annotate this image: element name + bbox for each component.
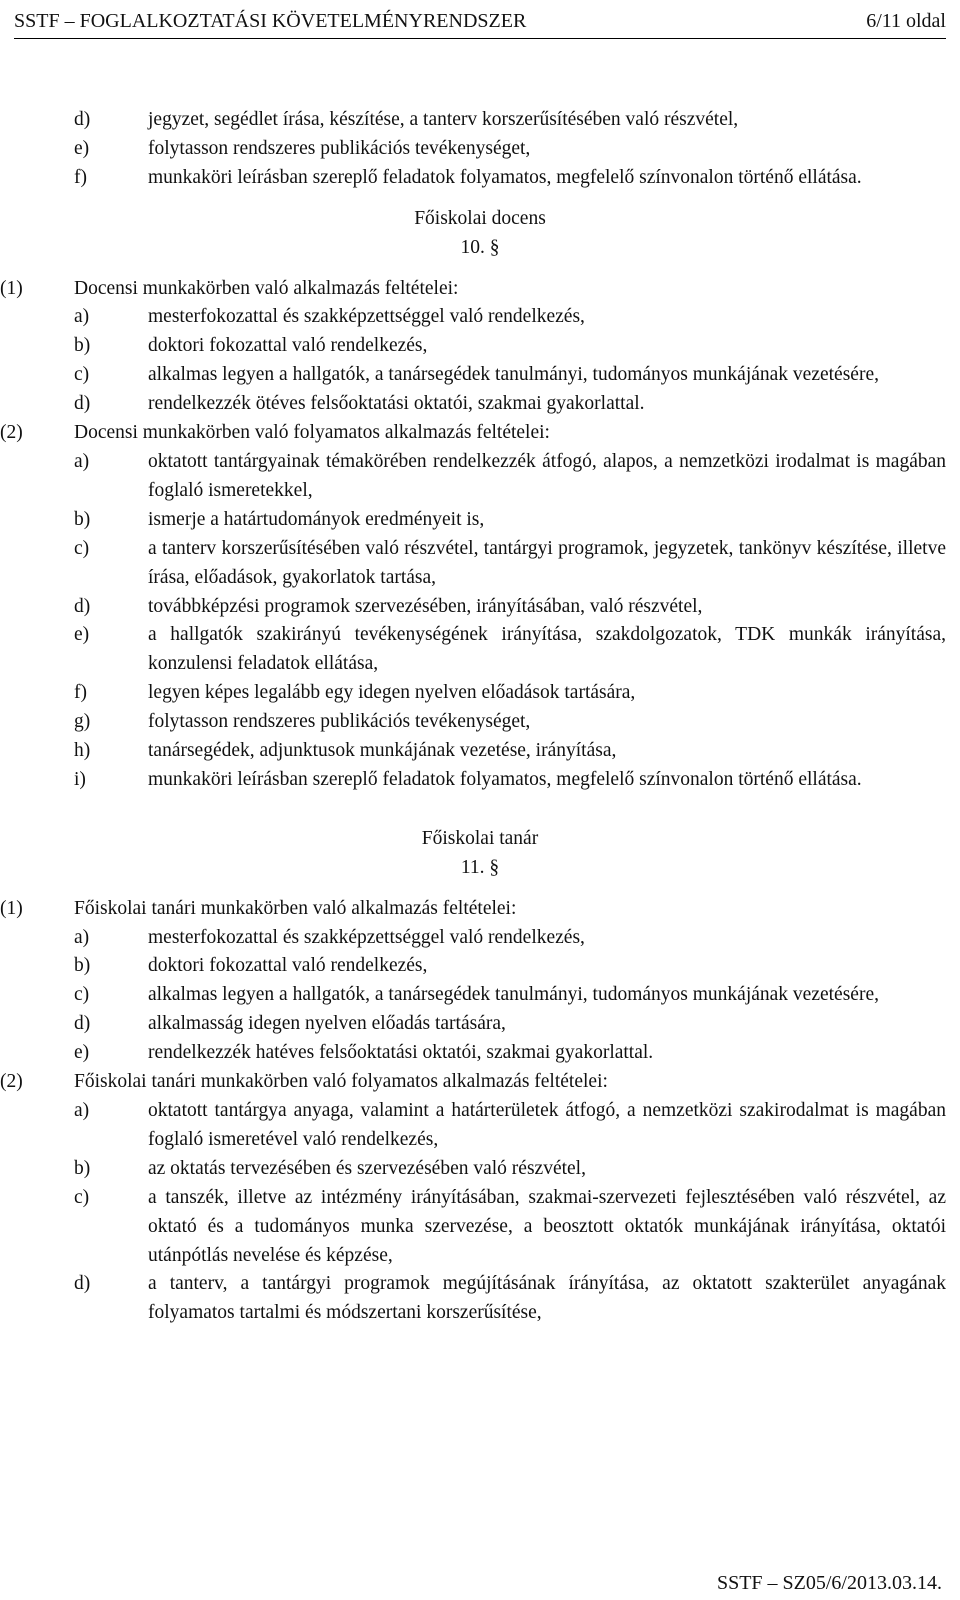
paragraph (0, 419, 960, 448)
item-text: munkaköri leírásban szereplő feladatok folyamatos, megfelelő színvonalon történő ellátása. (148, 166, 862, 188)
paragraph-text: Főiskolai tanári munkakörben való alkalmazás feltételei: (74, 897, 517, 919)
item-label: a) (74, 1100, 90, 1121)
paragraph-label: (1) (0, 277, 23, 299)
item-label: f) (74, 682, 87, 704)
item-label: d) (74, 595, 91, 617)
item-label: a) (74, 926, 90, 948)
section-number: 10. § (460, 236, 500, 258)
item-label: b) (74, 335, 91, 357)
list-item (0, 593, 960, 622)
page-header (14, 4, 946, 39)
section-title: Főiskolai docens (414, 207, 546, 229)
item-text: a hallgatók szakirányú tevékenységének irányítása, szakdolgozatok, TDK munkák irányítása, konzulensi feladatok ellátása, (148, 624, 946, 675)
paragraph (0, 895, 960, 924)
paragraph-label: (1) (0, 897, 23, 919)
item-label: e) (74, 137, 90, 159)
item-text: alkalmas legyen a hallgatók, a tanársegédek tanulmányi, tudományos munkájának vezetésére, (148, 984, 879, 1006)
item-text: a tanterv korszerűsítésében való részvétel, tantárgyi programok, jegyzetek, tankönyv készítése, illetve írása, előadások, gyakorlatok tartása, (148, 537, 946, 588)
list-item (0, 506, 960, 535)
list-item (0, 737, 960, 766)
list-item (0, 1039, 960, 1068)
list-item (0, 1155, 960, 1184)
item-label: c) (74, 537, 90, 559)
item-label: b) (74, 955, 91, 977)
item-text: folytasson rendszeres publikációs tevékenységet, (148, 137, 531, 159)
header-title: SSTF – FOGLALKOZTATÁSI KÖVETELMÉNYRENDSZER (14, 9, 527, 32)
item-label: d) (74, 393, 91, 415)
item-label: c) (74, 1186, 90, 1208)
section-number: 11. § (460, 856, 500, 878)
list-item (0, 332, 960, 361)
item-label: f) (74, 166, 87, 188)
item-label: e) (74, 624, 90, 646)
list-item (0, 1270, 960, 1328)
item-label: i) (74, 768, 86, 790)
list-item (0, 766, 960, 795)
page-number: 6/11 oldal (866, 9, 946, 32)
list-item (0, 535, 960, 593)
item-text: alkalmas legyen a hallgatók, a tanársegédek tanulmányi, tudományos munkájának vezetésére, (148, 364, 879, 386)
item-text: az oktatás tervezésében és szervezésében való részvétel, (148, 1157, 586, 1179)
item-text: továbbképzési programok szervezésében, irányításában, való részvétel, (148, 595, 703, 617)
item-text: a tanterv, a tantárgyi programok megújításának írányítása, az oktatott szakterület anyagának folyamatos tartalmi és módszertani korszerűsítése, (148, 1273, 946, 1324)
paragraph (0, 1068, 960, 1097)
paragraph-text: Docensi munkakörben való folyamatos alkalmazás feltételei: (74, 422, 550, 444)
item-text: oktatott tantárgya anyaga, valamint a határterületek átfogó, a nemzetközi szakirodalmat is magában foglaló ismeretével való rendelkezés, (148, 1100, 946, 1150)
item-text: alkalmasság idegen nyelven előadás tartására, (148, 1013, 506, 1035)
list-item (0, 448, 960, 506)
item-text: legyen képes legalább egy idegen nyelven előadások tartására, (148, 682, 636, 704)
item-label: d) (74, 109, 91, 130)
item-text: doktori fokozattal való rendelkezés, (148, 335, 428, 357)
section-title: Főiskolai tanár (421, 827, 539, 849)
item-label: e) (74, 1042, 90, 1064)
item-label: c) (74, 984, 90, 1006)
item-label: a) (74, 450, 90, 472)
list-item (0, 135, 960, 164)
list-item (0, 303, 960, 332)
item-text: mesterfokozattal és szakképzettséggel való rendelkezés, (148, 926, 585, 948)
list-item (0, 924, 960, 953)
item-label: d) (74, 1013, 91, 1035)
item-label: a) (74, 306, 90, 328)
list-item (0, 952, 960, 981)
item-label: d) (74, 1273, 91, 1295)
list-item (0, 621, 960, 679)
paragraph-label: (2) (0, 1071, 23, 1093)
item-text: rendelkezzék ötéves felsőoktatási oktatói, szakmai gyakorlattal. (148, 393, 645, 415)
document-code-footer: SSTF – SZ05/6/2013.03.14. (716, 1572, 942, 1594)
list-item (0, 106, 960, 135)
item-text: jegyzet, segédlet írása, készítése, a tanterv korszerűsítésében való részvétel, (148, 109, 739, 130)
list-item (0, 1097, 960, 1155)
item-label: c) (74, 364, 90, 386)
item-text: doktori fokozattal való rendelkezés, (148, 955, 428, 977)
list-item (0, 981, 960, 1010)
list-item (0, 1010, 960, 1039)
document-body (0, 106, 960, 1328)
item-text: folytasson rendszeres publikációs tevékenységet, (148, 711, 531, 733)
item-label: b) (74, 508, 91, 530)
item-label: b) (74, 1157, 91, 1179)
paragraph-text: Főiskolai tanári munkakörben való folyamatos alkalmazás feltételei: (74, 1071, 608, 1093)
item-text: oktatott tantárgyainak témakörében rendelkezzék átfogó, alapos, a nemzetközi irodalmat is magában foglaló ismeretekkel, (148, 450, 946, 501)
list-item (0, 708, 960, 737)
item-text: tanársegédek, adjunktusok munkájának vezetése, irányítása, (148, 740, 617, 762)
item-text: rendelkezzék hatéves felsőoktatási oktatói, szakmai gyakorlattal. (148, 1042, 654, 1064)
list-item (0, 361, 960, 390)
item-label: h) (74, 740, 91, 762)
list-item (0, 390, 960, 419)
item-text: ismerje a határtudományok eredményeit is, (148, 508, 485, 530)
item-text: munkaköri leírásban szereplő feladatok folyamatos, megfelelő színvonalon történő ellátása. (148, 768, 862, 790)
item-text: a tanszék, illetve az intézmény irányításában, szakmai-szervezeti fejlesztésében való részvétel, az oktató és a tudományos munka szervezése, a beosztott oktatók munkájának irányítása, oktatói utánpótlás nevelése és képzése, (148, 1186, 946, 1266)
paragraph-text: Docensi munkakörben való alkalmazás feltételei: (74, 277, 459, 299)
list-item (0, 1184, 960, 1271)
list-item (0, 679, 960, 708)
item-text: mesterfokozattal és szakképzettséggel való rendelkezés, (148, 306, 585, 328)
item-label: g) (74, 711, 91, 733)
paragraph (0, 275, 960, 304)
list-item (0, 164, 960, 193)
paragraph-label: (2) (0, 422, 23, 444)
